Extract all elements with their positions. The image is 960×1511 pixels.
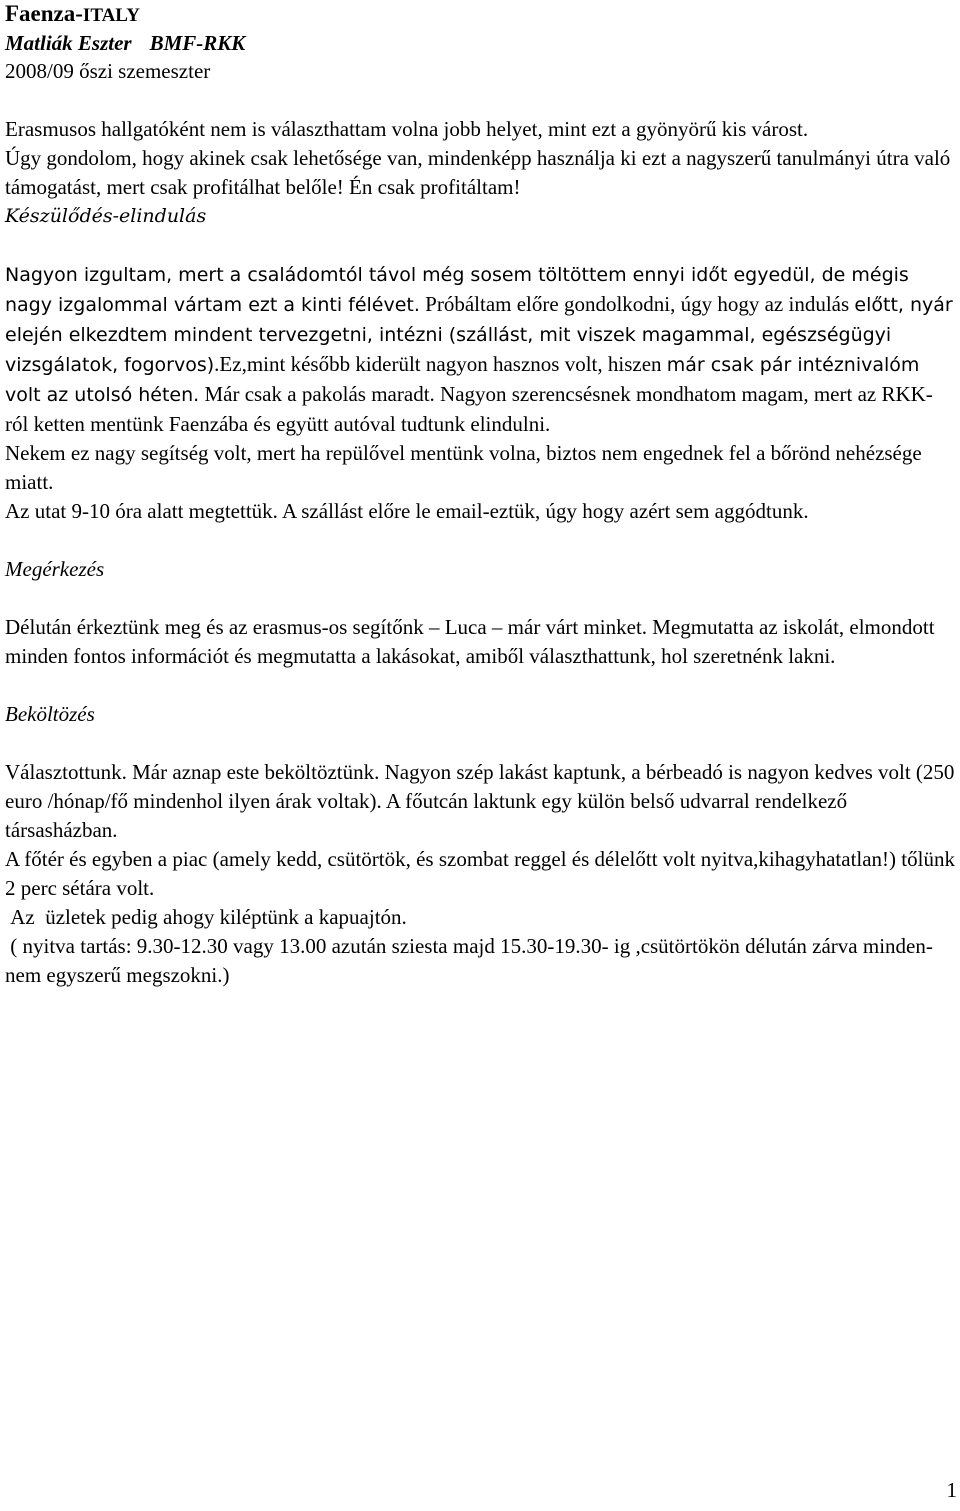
section-heading-preparation: Készülődés-elindulás — [5, 205, 207, 227]
arrival-paragraph-1: Délután érkeztünk meg és az erasmus-os segítőnk – Luca – már várt minket. Megmutatta az iskolát, elmondott minden fontos információt és megmutatta a lakásokat, amiből választhattunk, hol szeretnénk lakni. — [5, 615, 935, 668]
preparation-text-c: előtt, nyár elején elkezdtem mindent tervezgetni, intézni (szállást, mit viszek magammal, egészségügyi vizsgálatok, fogorvos) — [5, 294, 953, 376]
author-name: Matliák Eszter — [5, 31, 132, 55]
preparation-text-a: Nagyon izgultam, mert a családomtól távol még sosem töltöttem ennyi időt egyedül, de mégis nagy izgalommal vártam ezt a kinti félévet. — [5, 264, 909, 316]
preparation-text-e: már csak pár intéznivalóm volt az utolsó héten. — [5, 354, 920, 406]
intro-paragraph-2: Úgy gondolom, hogy akinek csak lehetősége van, mindenképp használja ki ezt a nagyszerű tanulmányi útra való támogatást, mert csak profitálhat belőle! Én csak profitáltam! — [5, 146, 951, 199]
preparation-text-b: Próbáltam előre gondolkodni, úgy hogy az indulás — [419, 292, 855, 316]
preparation-text-f: Már csak a pakolás maradt. Nagyon szerencsésnek mondhatom magam, mert az RKK-ról ketten mentünk Faenzába és együtt autóval tudtunk elindulni. — [5, 382, 933, 436]
intro-paragraph-1: Erasmusos hallgatóként nem is választhattam volna jobb helyet, mint ezt a gyönyörű kis várost. — [5, 117, 809, 141]
moving-in-paragraph-3: Az üzletek pedig ahogy kiléptünk a kapuajtón. — [5, 905, 407, 929]
preparation-text-d: .Ez,mint később kiderült nagyon hasznos volt, hiszen — [214, 352, 667, 376]
section-heading-moving-in: Beköltözés — [5, 702, 95, 726]
page-number: 1 — [946, 1478, 957, 1502]
preparation-paragraph-2: Nekem ez nagy segítség volt, mert ha repülővel mentünk volna, biztos nem engednek fel a bőrönd nehézsége miatt. — [5, 441, 922, 494]
preparation-paragraph-1 — [5, 260, 955, 439]
section-heading-arrival: Megérkezés — [5, 557, 105, 581]
semester-line: 2008/09 őszi szemeszter — [5, 59, 211, 83]
author-line — [5, 29, 955, 57]
document-title — [5, 0, 955, 29]
author-affiliation: BMF-RKK — [149, 31, 246, 55]
moving-in-paragraph-1: Választottunk. Már aznap este beköltöztünk. Nagyon szép lakást kaptunk, a bérbeadó is nagyon kedves volt (250 euro /hónap/fő mindenhol ilyen árak voltak). A főutcán laktunk egy külön belső udvarral rendelkező társasházban. — [5, 760, 955, 842]
moving-in-paragraph-4: ( nyitva tartás: 9.30-12.30 vagy 13.00 azután sziesta majd 15.30-19.30- ig ,csütörtökön délután zárva minden- nem egyszerű megszokni.) — [5, 934, 939, 987]
moving-in-paragraph-2: A főtér és egyben a piac (amely kedd, csütörtök, és szombat reggel és délelőtt volt nyitva,kihagyhatatlan!) tőlünk 2 perc sétára volt. — [5, 847, 955, 900]
title-country: ITALY — [82, 5, 140, 26]
document-page — [5, 0, 955, 990]
title-main: Faenza- — [5, 1, 83, 26]
preparation-paragraph-3: Az utat 9-10 óra alatt megtettük. A szállást előre le email-eztük, úgy hogy azért sem aggódtunk. — [5, 499, 809, 523]
